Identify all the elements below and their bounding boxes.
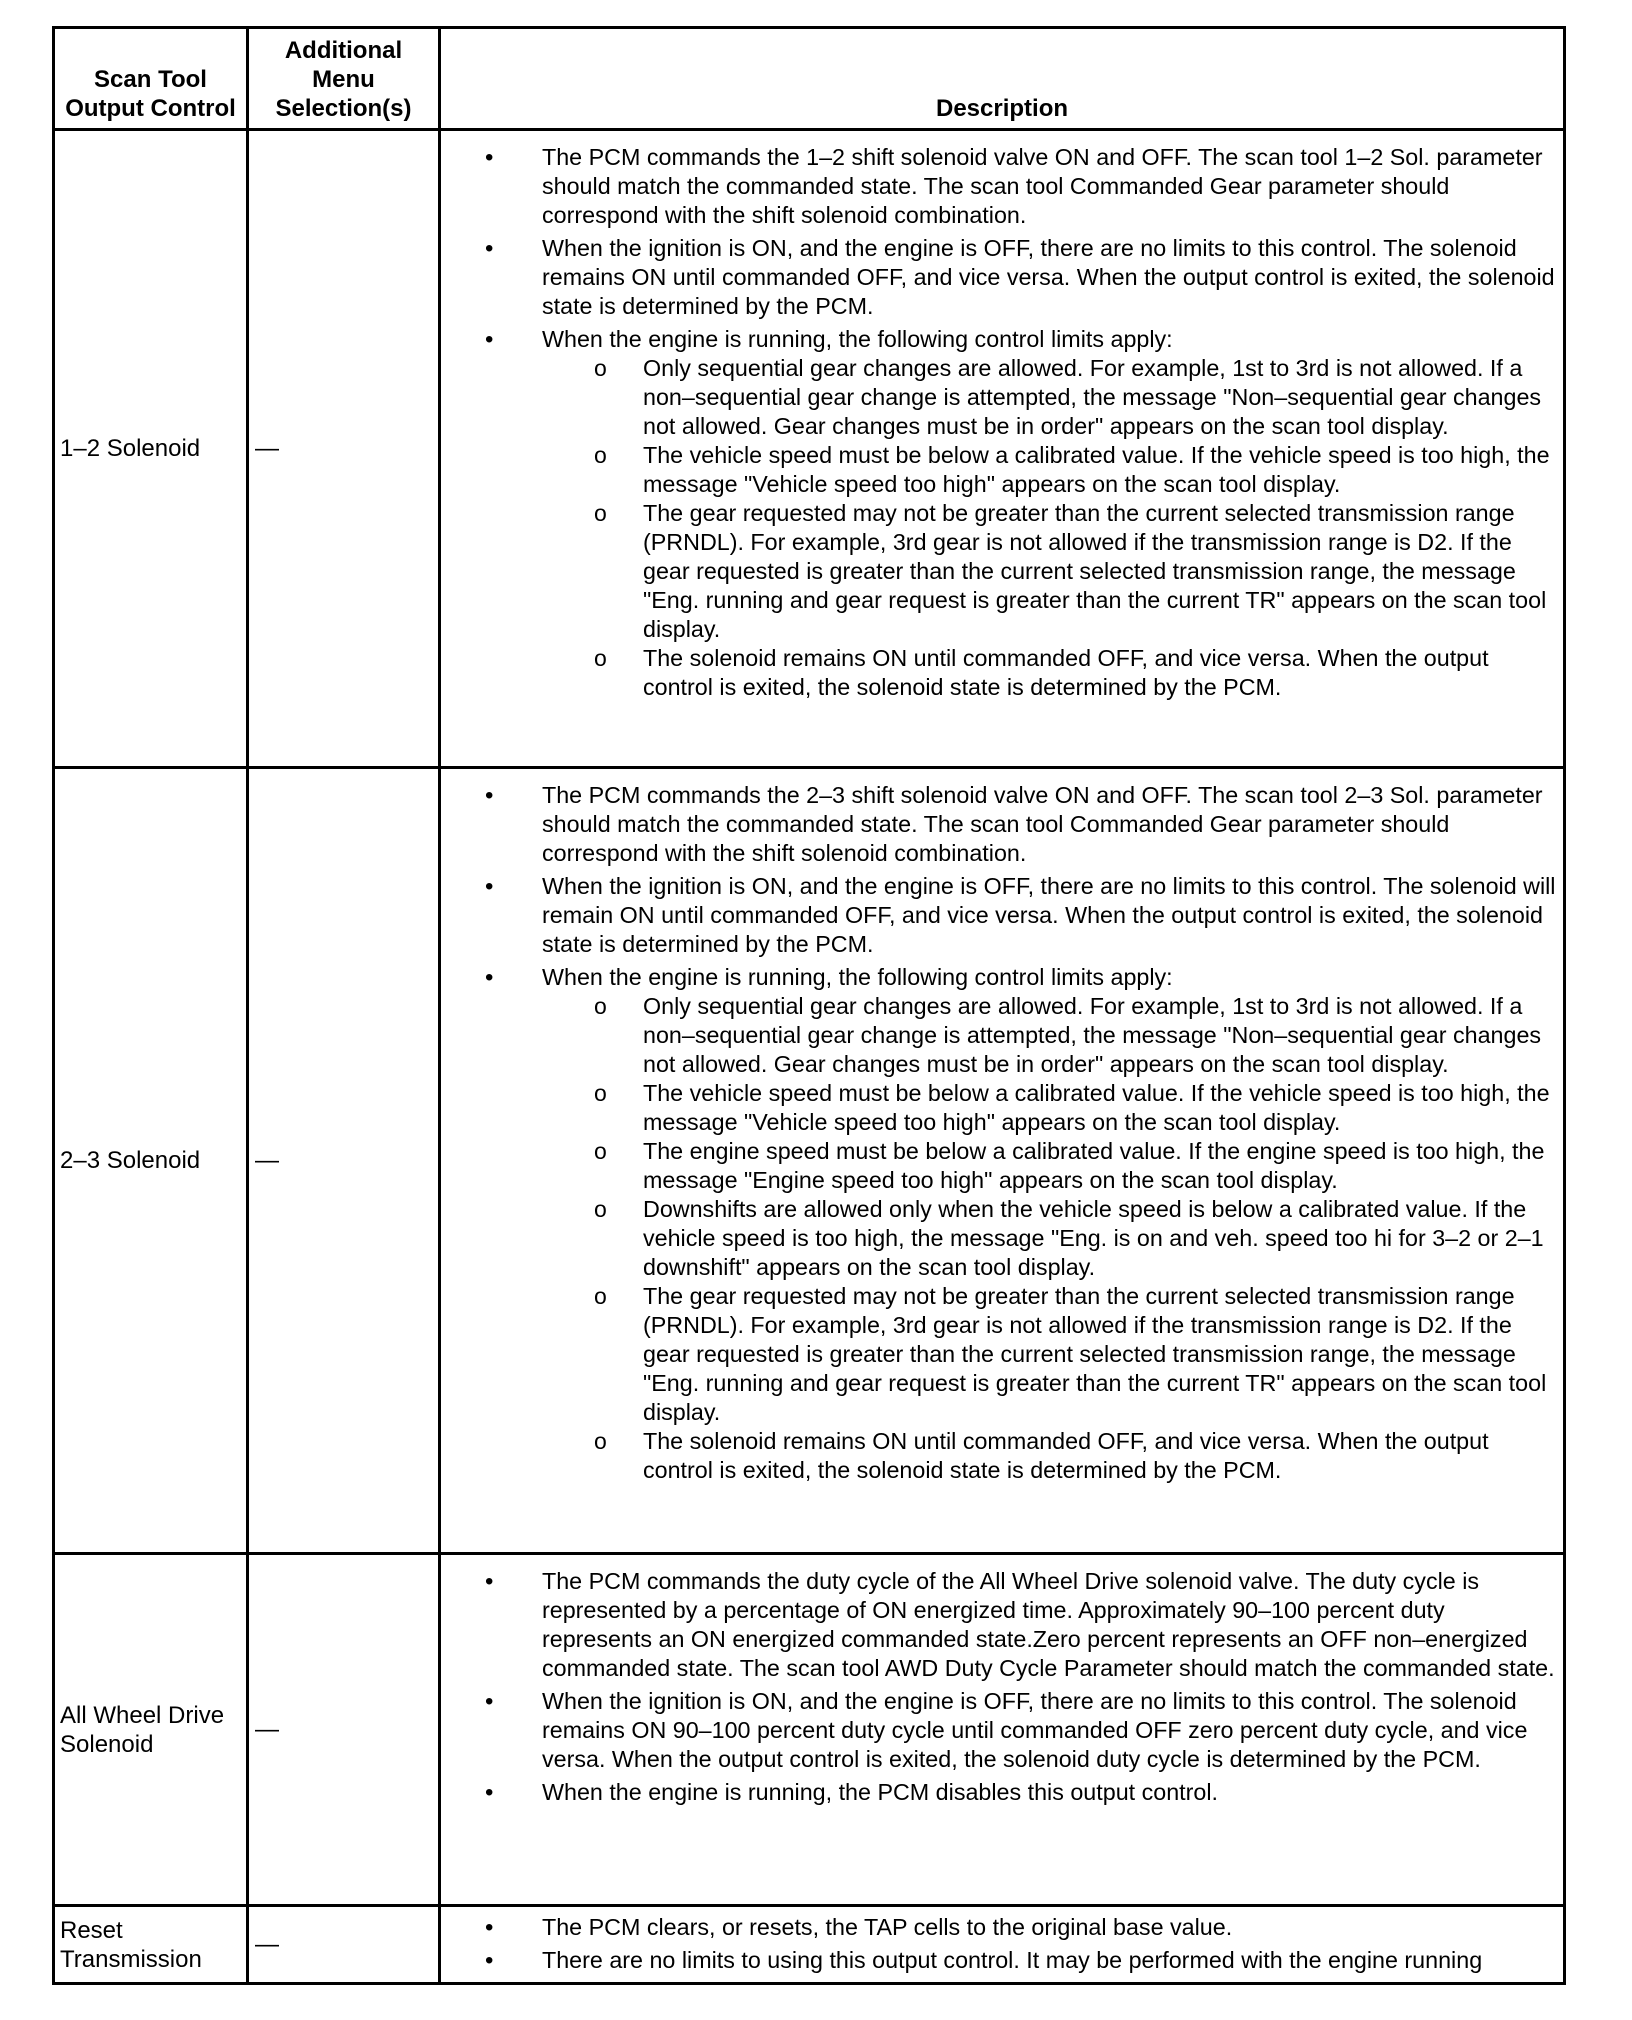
bullet-list [441,143,1559,702]
sub-bullet-text: o The solenoid remains ON until commanded OFF, and vice versa. When the output control is exited, the solenoid state is determined by the PCM. [643,1428,1489,1483]
output-control-table [52,26,1566,1985]
table-row [54,1906,1565,1984]
menu-selection-cell [248,768,440,1554]
bullet-text: • When the ignition is ON, and the engine is OFF, there are no limits to this control. The solenoid remains ON until commanded OFF, and vice versa. When the output control is exited, the solenoid state is determined by the PCM. [542,235,1555,319]
description-cell [440,1906,1565,1984]
control-name: 2–3 Solenoid [60,1147,201,1174]
sub-bullet-text: o The gear requested may not be greater than the current selected transmission range (PRNDL). For example, 3rd gear is not allowed if the transmission range is D2. If the gear requested is greater than the current selected transmission range, the message "Eng. running and gear request is greater than the current TR" appears on the scan tool display. [643,500,1547,642]
bullet-list [441,781,1559,1485]
sub-bullet-text: o The vehicle speed must be below a calibrated value. If the vehicle speed is too high, the message "Vehicle speed too high" appears on the scan tool display. [643,442,1550,497]
sub-bullet-text: o The vehicle speed must be below a calibrated value. If the vehicle speed is too high, the message "Vehicle speed too high" appears on the scan tool display. [643,1080,1550,1135]
sub-list-item [542,354,1559,441]
list-item [441,234,1559,321]
header-description [440,28,1565,130]
list-item [441,781,1559,868]
description-cell [440,768,1565,1554]
sub-bullet-list [441,992,1559,1485]
header-col2-line3: Selection(s) [275,95,412,122]
bullet-text: • When the ignition is ON, and the engine is OFF, there are no limits to this control. The solenoid remains ON 90–100 percent duty cycle until commanded OFF zero percent duty cycle, and vice versa. When the output control is exited, the solenoid duty cycle is determined by the PCM. [542,1688,1528,1772]
menu-selection: — [255,1930,279,1958]
description-cell [440,130,1565,768]
bullet-text: • The PCM commands the duty cycle of the All Wheel Drive solenoid valve. The duty cycle is represented by a percentage of ON energized time. Approximately 90–100 percent duty represents an ON energized commanded state.Zero percent represents an OFF non–energized commanded state. The scan tool AWD Duty Cycle Parameter should match the commanded state. [542,1568,1555,1681]
sub-bullet-text: o Only sequential gear changes are allowed. For example, 1st to 3rd is not allowed. If a non–sequential gear change is attempted, the message "Non–sequential gear changes not allowed. Gear changes must be in order" appears on the scan tool display. [643,993,1542,1077]
sub-bullet-list [441,354,1559,702]
header-col2-line2: Menu [312,66,375,93]
menu-selection-cell [248,1906,440,1984]
sub-list-item [542,1282,1559,1427]
bullet-text: • When the engine is running, the PCM disables this output control. [542,1779,1218,1805]
control-name-cell [54,1554,248,1906]
header-col1-line2: Output Control [65,95,236,122]
list-item [441,1778,1559,1807]
header-col1-line1: Scan Tool [94,66,207,93]
list-item [441,963,1559,1485]
list-item [441,1687,1559,1774]
list-item [441,1913,1559,1942]
control-name: 1–2 Solenoid [60,435,201,462]
menu-selection: — [255,1715,279,1743]
bullet-text: • There are no limits to using this output control. It may be performed with the engine running [542,1947,1483,1973]
menu-selection-cell [248,130,440,768]
control-name-cell [54,768,248,1554]
sub-bullet-text: o The engine speed must be below a calibrated value. If the engine speed is too high, the message "Engine speed too high" appears on the scan tool display. [643,1138,1545,1193]
sub-bullet-text: o Only sequential gear changes are allowed. For example, 1st to 3rd is not allowed. If a non–sequential gear change is attempted, the message "Non–sequential gear changes not allowed. Gear changes must be in order" appears on the scan tool display. [643,355,1542,439]
bullet-text: • The PCM commands the 2–3 shift solenoid valve ON and OFF. The scan tool 2–3 Sol. parameter should match the commanded state. The scan tool Commanded Gear parameter should correspond with the shift solenoid combination. [542,782,1543,866]
sub-list-item [542,1195,1559,1282]
sub-list-item [542,441,1559,499]
menu-selection: — [255,1146,279,1174]
header-additional-menu-selections [248,28,440,130]
bullet-text: • When the engine is running, the following control limits apply: [542,964,1173,990]
header-col3: Description [935,95,1069,122]
bullet-text: • The PCM commands the 1–2 shift solenoid valve ON and OFF. The scan tool 1–2 Sol. parameter should match the commanded state. The scan tool Commanded Gear parameter should correspond with the shift solenoid combination. [542,144,1543,228]
sub-bullet-text: o The gear requested may not be greater than the current selected transmission range (PRNDL). For example, 3rd gear is not allowed if the transmission range is D2. If the gear requested is greater than the current selected transmission range, the message "Eng. running and gear request is greater than the current TR" appears on the scan tool display. [643,1283,1547,1425]
sub-list-item [542,499,1559,644]
list-item [441,1567,1559,1683]
table-row [54,130,1565,768]
sub-list-item [542,1137,1559,1195]
table-row [54,1554,1565,1906]
menu-selection: — [255,434,279,462]
sub-bullet-text: o Downshifts are allowed only when the vehicle speed is below a calibrated value. If the vehicle speed is too high, the message "Eng. is on and veh. speed too hi for 3–2 or 2–1 downshift" appears on the scan tool display. [643,1196,1544,1280]
table-row [54,768,1565,1554]
sub-list-item [542,644,1559,702]
sub-list-item [542,992,1559,1079]
control-name: All Wheel Drive Solenoid [60,1701,225,1758]
list-item [441,872,1559,959]
control-name: Reset Transmission [60,1916,202,1973]
bullet-text: • When the ignition is ON, and the engine is OFF, there are no limits to this control. The solenoid will remain ON until commanded OFF, and vice versa. When the output control is exited, the solenoid state is determined by the PCM. [542,873,1556,957]
description-cell [440,1554,1565,1906]
bullet-list [441,1913,1559,1975]
sub-list-item [542,1079,1559,1137]
control-name-cell [54,1906,248,1984]
list-item [441,325,1559,702]
sub-list-item [542,1427,1559,1485]
menu-selection-cell [248,1554,440,1906]
bullet-text: • The PCM clears, or resets, the TAP cells to the original base value. [542,1914,1233,1940]
bullet-list [441,1567,1559,1807]
header-col2-line1: Additional [284,37,403,64]
bullet-text: • When the engine is running, the following control limits apply: [542,326,1173,352]
list-item [441,143,1559,230]
header-row [54,28,1565,130]
header-scan-tool-output-control [54,28,248,130]
list-item [441,1946,1559,1975]
control-name-cell [54,130,248,768]
sub-bullet-text: o The solenoid remains ON until commanded OFF, and vice versa. When the output control is exited, the solenoid state is determined by the PCM. [643,645,1489,700]
